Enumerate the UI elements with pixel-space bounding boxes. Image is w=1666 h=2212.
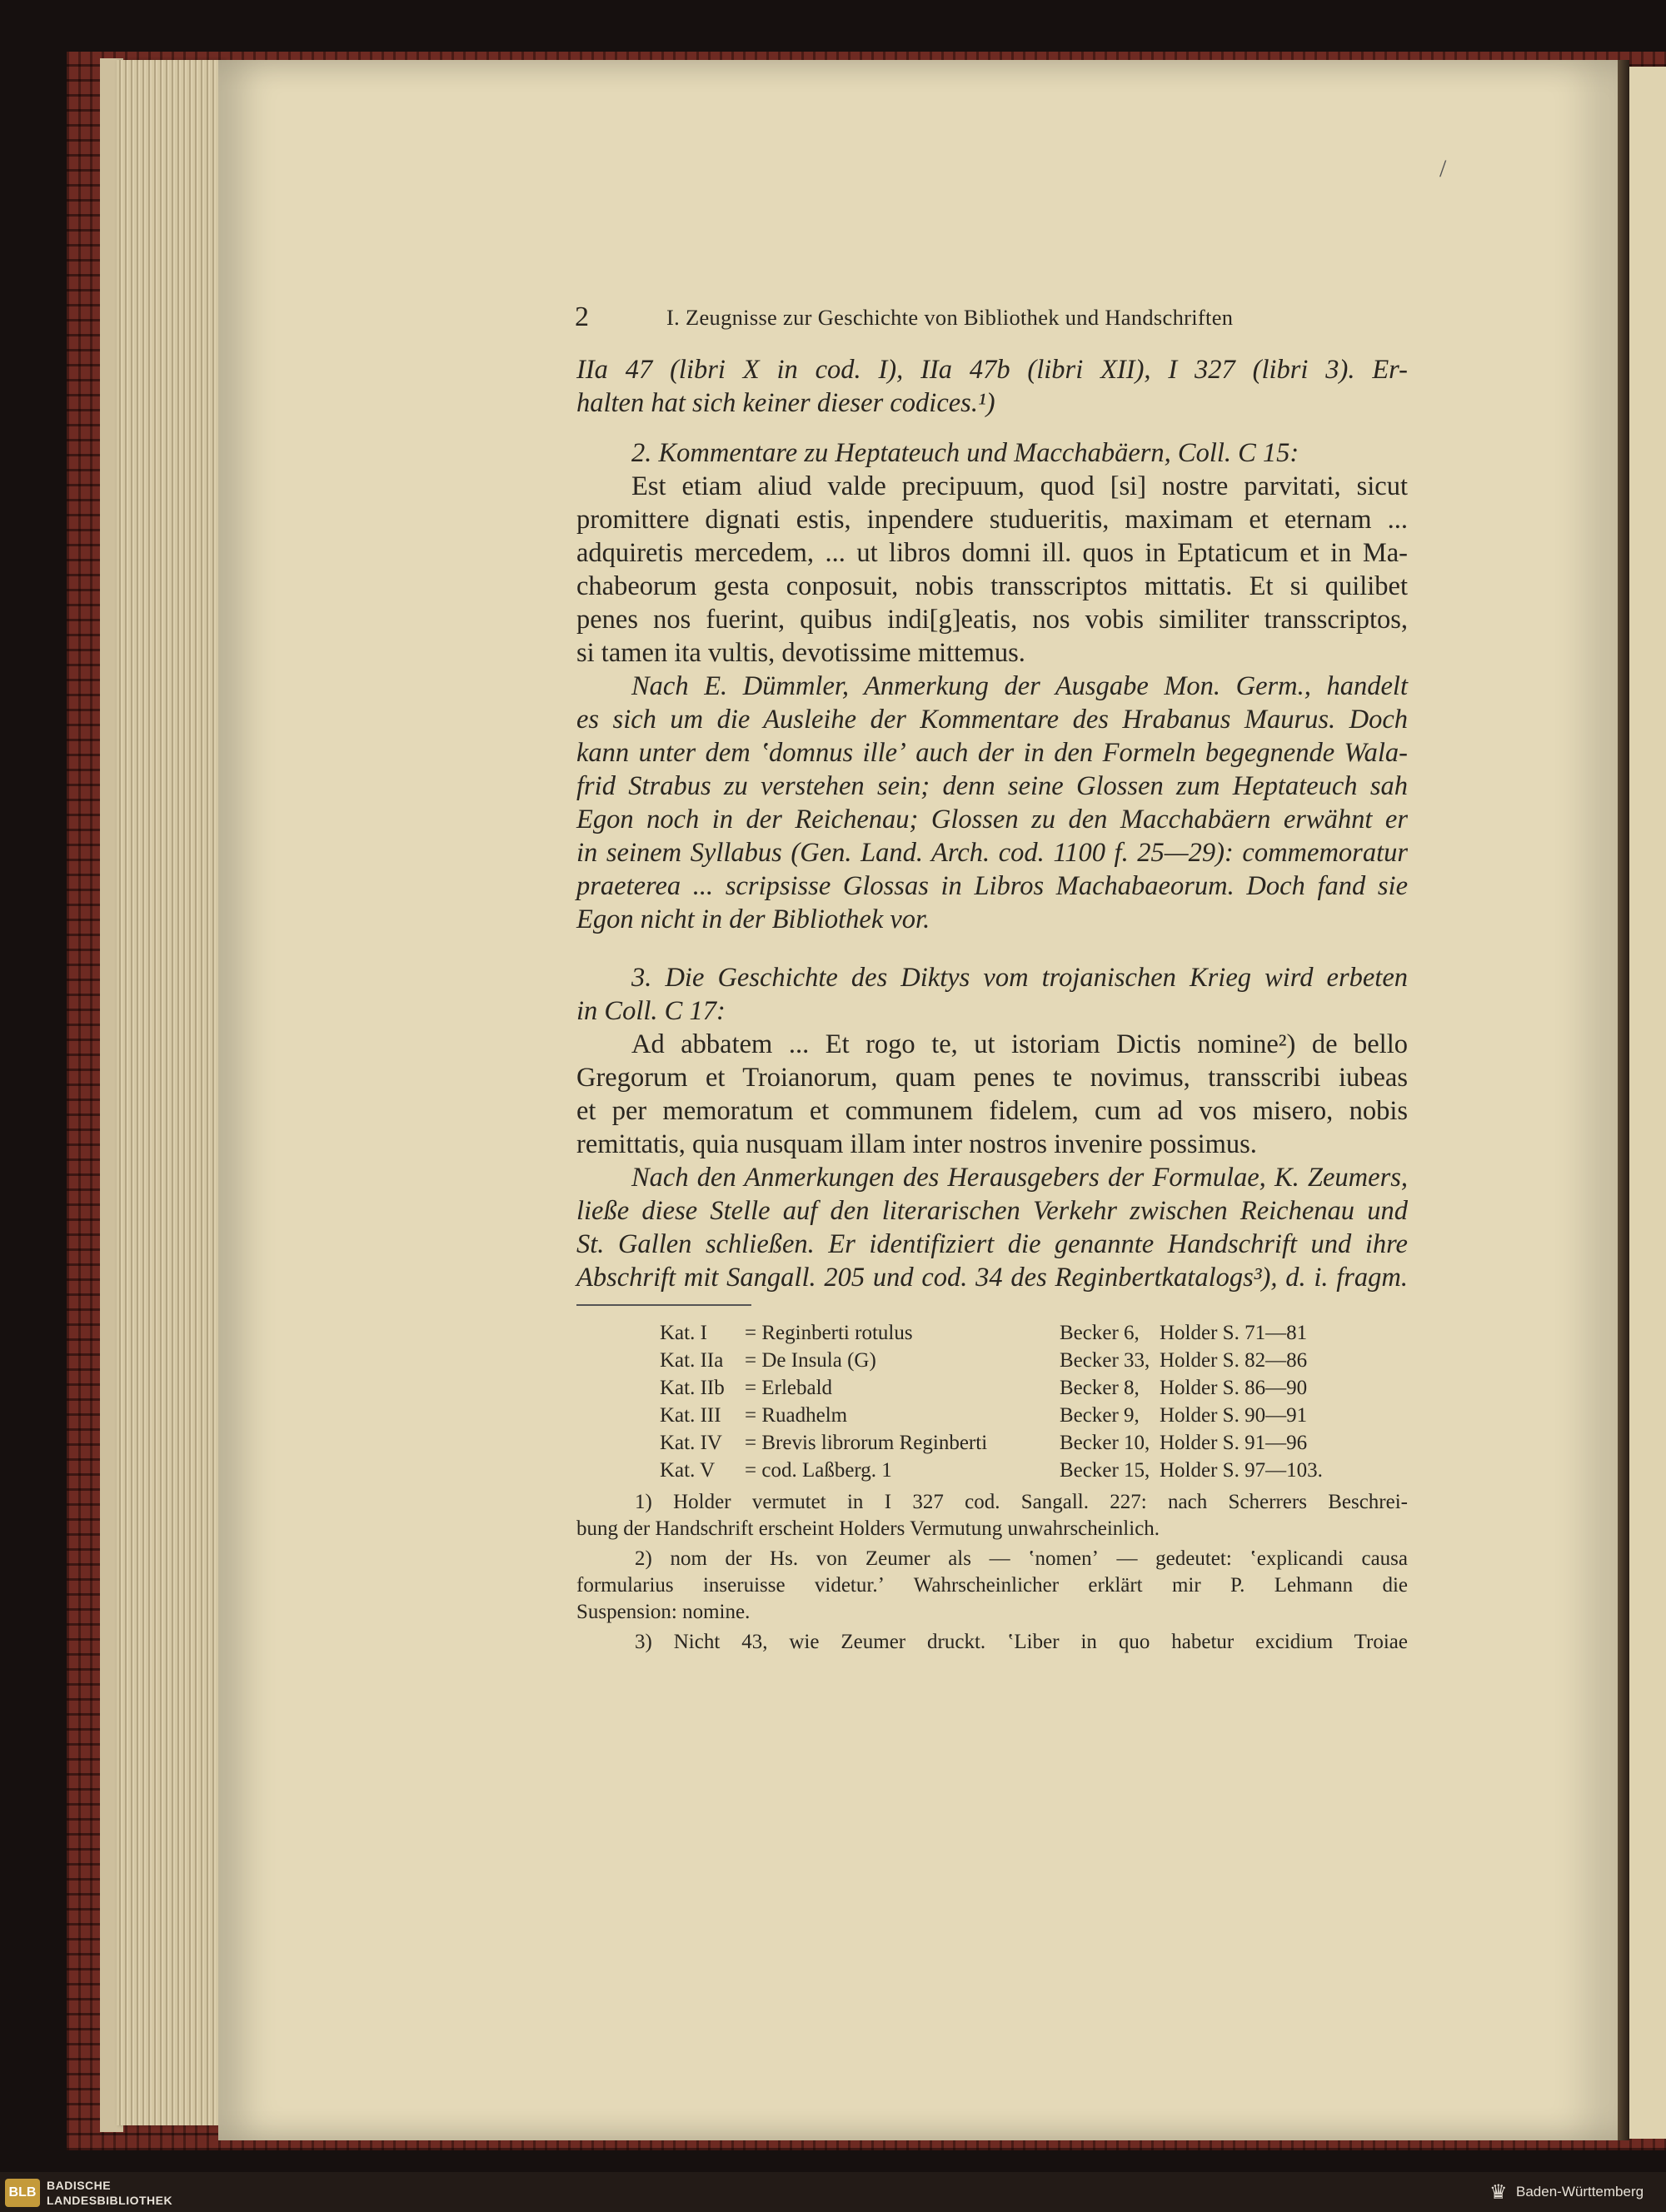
catalog-holder: Holder S. 97—103. — [1160, 1459, 1323, 1482]
catalog-becker: Becker 6, — [1060, 1322, 1140, 1344]
body-line: Egon noch in der Reichenau; Glossen zu den Macchabäern erwähnt er — [576, 805, 1408, 834]
footnote-line: bung der Handschrift erscheint Holders Vermutung unwahrscheinlich. — [576, 1517, 1160, 1540]
catalog-holder: Holder S. 91—96 — [1160, 1432, 1308, 1454]
blb-logo: BLB — [5, 2179, 40, 2207]
catalog-title: = cod. Laßberg. 1 — [745, 1459, 892, 1482]
body-line: es sich um die Ausleihe der Kommentare des Hrabanus Maurus. Doch — [576, 705, 1408, 735]
catalog-id: Kat. IV — [660, 1432, 722, 1454]
body-line: praeterea ... scripsisse Glossas in Libros Machabaeorum. Doch fand sie — [576, 871, 1408, 901]
footer-banner — [0, 2172, 1666, 2212]
page-edges — [117, 60, 225, 2125]
body-line: Est etiam aliud valde precipuum, quod [si] nostre parvitati, sicut — [631, 471, 1408, 501]
body-line: frid Strabus zu verstehen sein; denn seine Glossen zum Heptateuch sah — [576, 771, 1408, 801]
body-line: IIa 47 (libri X in cod. I), IIa 47b (libri XII), I 327 (libri 3). Er- — [576, 355, 1408, 385]
catalog-id: Kat. I — [660, 1322, 707, 1344]
body-line: promittere dignati estis, inpendere studueritis, maximam et eternam ... — [576, 505, 1408, 535]
catalog-becker: Becker 8, — [1060, 1377, 1140, 1399]
catalog-title: = De Insula (G) — [745, 1349, 876, 1372]
margin-mark: / — [1439, 155, 1447, 182]
body-line: halten hat sich keiner dieser codices.¹) — [576, 388, 995, 418]
body-line: remittatis, quia nusquam illam inter nostros invenire possimus. — [576, 1129, 1257, 1159]
body-line: Gregorum et Troianorum, quam penes te novimus, transscribi iubeas — [576, 1063, 1408, 1093]
body-line: chabeorum gesta conposuit, nobis transscriptos mittatis. Et si quilibet — [576, 571, 1408, 601]
catalog-holder: Holder S. 90—91 — [1160, 1404, 1308, 1427]
body-line: adquiretis mercedem, ... ut libros domni ill. quos in Eptaticum et in Ma- — [576, 538, 1408, 568]
footnote-rule — [576, 1304, 751, 1306]
footnote-line: 1) Holder vermutet in I 327 cod. Sangall. 227: nach Scherrers Beschrei- — [635, 1491, 1408, 1513]
running-head: I. Zeugnisse zur Geschichte von Bibliothek und Handschriften — [666, 305, 1234, 330]
library-name-line2: LANDESBIBLIOTHEK — [47, 2194, 173, 2207]
body-line: si tamen ita vultis, devotissime mittemus. — [576, 638, 1025, 668]
section-heading: 2. Kommentare zu Heptateuch und Macchabäern, Coll. C 15: — [631, 438, 1299, 468]
body-line: Abschrift mit Sangall. 205 und cod. 34 des Reginbertkatalogs³), d. i. fragm. — [576, 1263, 1408, 1293]
catalog-title: = Brevis librorum Reginberti — [745, 1432, 988, 1454]
section-heading: 3. Die Geschichte des Diktys vom trojanischen Krieg wird erbeten — [631, 963, 1408, 993]
section-heading: in Coll. C 17: — [576, 996, 726, 1026]
footnote-line: formularius inseruisse videtur.ʼ Wahrscheinlicher erklärt mir P. Lehmann die — [576, 1574, 1408, 1597]
body-line: Egon nicht in der Bibliothek vor. — [576, 904, 930, 934]
footnote-line: Suspension: nomine. — [576, 1601, 751, 1623]
catalog-id: Kat. IIa — [660, 1349, 724, 1372]
state-name: Baden-Württemberg — [1516, 2184, 1644, 2200]
library-name-line1: BADISCHE — [47, 2179, 112, 2192]
body-line: St. Gallen schließen. Er identifiziert die genannte Handschrift und ihre — [576, 1229, 1408, 1259]
catalog-holder: Holder S. 86—90 — [1160, 1377, 1308, 1399]
catalog-becker: Becker 9, — [1060, 1404, 1140, 1427]
page-number: 2 — [575, 301, 589, 332]
catalog-becker: Becker 33, — [1060, 1349, 1150, 1372]
facing-page-edge — [1629, 67, 1666, 2139]
body-line: Ad abbatem ... Et rogo te, ut istoriam Dictis nomine²) de bello — [631, 1029, 1408, 1059]
catalog-id: Kat. V — [660, 1459, 716, 1482]
footnote-line: 2) nom der Hs. von Zeumer als — ʽnomenʼ — gedeutet: ʽexplicandi causa — [635, 1547, 1408, 1570]
body-line: et per memoratum et communem fidelem, cum ad vos misero, nobis — [576, 1096, 1408, 1126]
catalog-holder: Holder S. 82—86 — [1160, 1349, 1308, 1372]
body-line: Nach den Anmerkungen des Herausgebers der Formulae, K. Zeumers, — [631, 1163, 1408, 1193]
catalog-title: = Reginberti rotulus — [745, 1322, 913, 1344]
state-crest-icon: ♛ — [1489, 2182, 1508, 2204]
body-line: kann unter dem ʽdomnus illeʼ auch der in den Formeln begegnende Wala- — [576, 738, 1408, 768]
catalog-holder: Holder S. 71—81 — [1160, 1322, 1308, 1344]
book-gutter — [1618, 60, 1629, 2140]
catalog-title: = Ruadhelm — [745, 1404, 848, 1427]
catalog-becker: Becker 10, — [1060, 1432, 1150, 1454]
body-line: penes nos fuerint, quibus indi[g]eatis, nos vobis similiter transscriptos, — [576, 605, 1408, 635]
catalog-id: Kat. III — [660, 1404, 721, 1427]
body-line: ließe diese Stelle auf den literarischen Verkehr zwischen Reichenau und — [576, 1196, 1408, 1226]
body-line: in seinem Syllabus (Gen. Land. Arch. cod. 1100 f. 25—29): commemoratur — [576, 838, 1408, 868]
footnote-line: 3) Nicht 43, wie Zeumer druckt. ʽLiber in quo habetur excidium Troiae — [635, 1631, 1408, 1653]
catalog-becker: Becker 15, — [1060, 1459, 1150, 1482]
catalog-title: = Erlebald — [745, 1377, 833, 1399]
catalog-id: Kat. IIb — [660, 1377, 725, 1399]
body-line: Nach E. Dümmler, Anmerkung der Ausgabe Mon. Germ., handelt — [631, 671, 1408, 701]
